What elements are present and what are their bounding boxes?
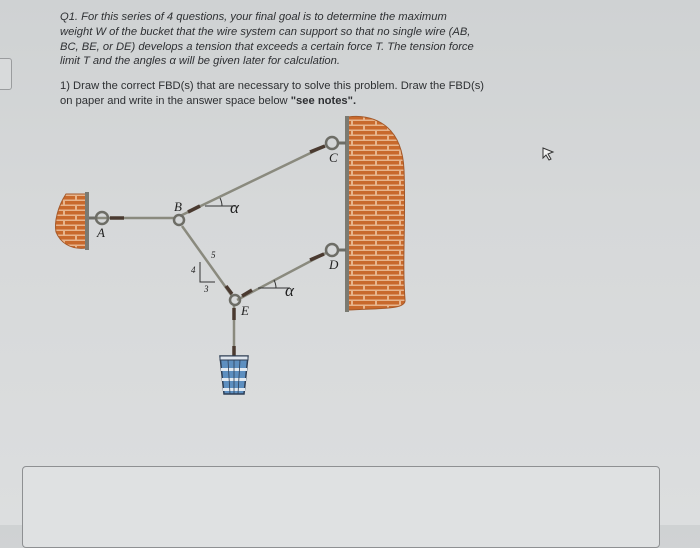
- alpha-bottom-arc: [274, 280, 276, 288]
- ring-c: [326, 137, 338, 149]
- question-line-1: Q1. For this series of 4 questions, your final goal is to determine the maximum: [60, 11, 447, 23]
- label-e: E: [241, 303, 249, 318]
- label-alpha-bottom: α: [285, 281, 294, 300]
- question-line-2: weight W of the bucket that the wire system can support so that no single wire (AB,: [60, 25, 471, 38]
- question-line-4: limit T and the angles α will be given later for calculation.: [60, 55, 340, 68]
- see-notes-text: "see notes".: [290, 94, 357, 107]
- bucket-icon: [220, 356, 248, 394]
- label-b: B: [174, 199, 182, 214]
- sub-question-line-1: 1) Draw the correct FBD(s) that are necessary to solve this problem. Draw the FBD(s): [60, 80, 485, 92]
- question-line-3: BC, BE, or DE) develops a tension that exceeds a certain force T. The tension force: [60, 40, 474, 53]
- label-slope-run: 3: [204, 284, 209, 294]
- label-d: D: [329, 257, 339, 272]
- wire-system-figure: [40, 110, 420, 410]
- label-c: C: [329, 150, 338, 165]
- sub-question-line-2-text: on paper and write in the answer space below: [60, 94, 291, 107]
- mouse-pointer-icon: [541, 147, 555, 166]
- alpha-top-arc: [220, 198, 222, 206]
- figure-svg: [40, 110, 420, 410]
- ring-d: [326, 244, 338, 256]
- sub-question-line-2: [60, 94, 620, 109]
- sub-question-text: [60, 79, 620, 108]
- question-text: [60, 10, 600, 69]
- answer-input[interactable]: [22, 466, 660, 548]
- label-alpha-top: α: [230, 198, 239, 217]
- wire-bc: [180, 146, 325, 216]
- label-slope-hyp: 5: [211, 250, 216, 260]
- side-panel-tab[interactable]: [0, 58, 12, 90]
- ring-b: [174, 215, 184, 225]
- label-a: A: [97, 225, 105, 240]
- left-brick-wall: [55, 192, 89, 250]
- slope-triangle: [200, 262, 215, 282]
- right-brick-wall: [345, 116, 405, 312]
- label-slope-rise: 4: [191, 265, 196, 275]
